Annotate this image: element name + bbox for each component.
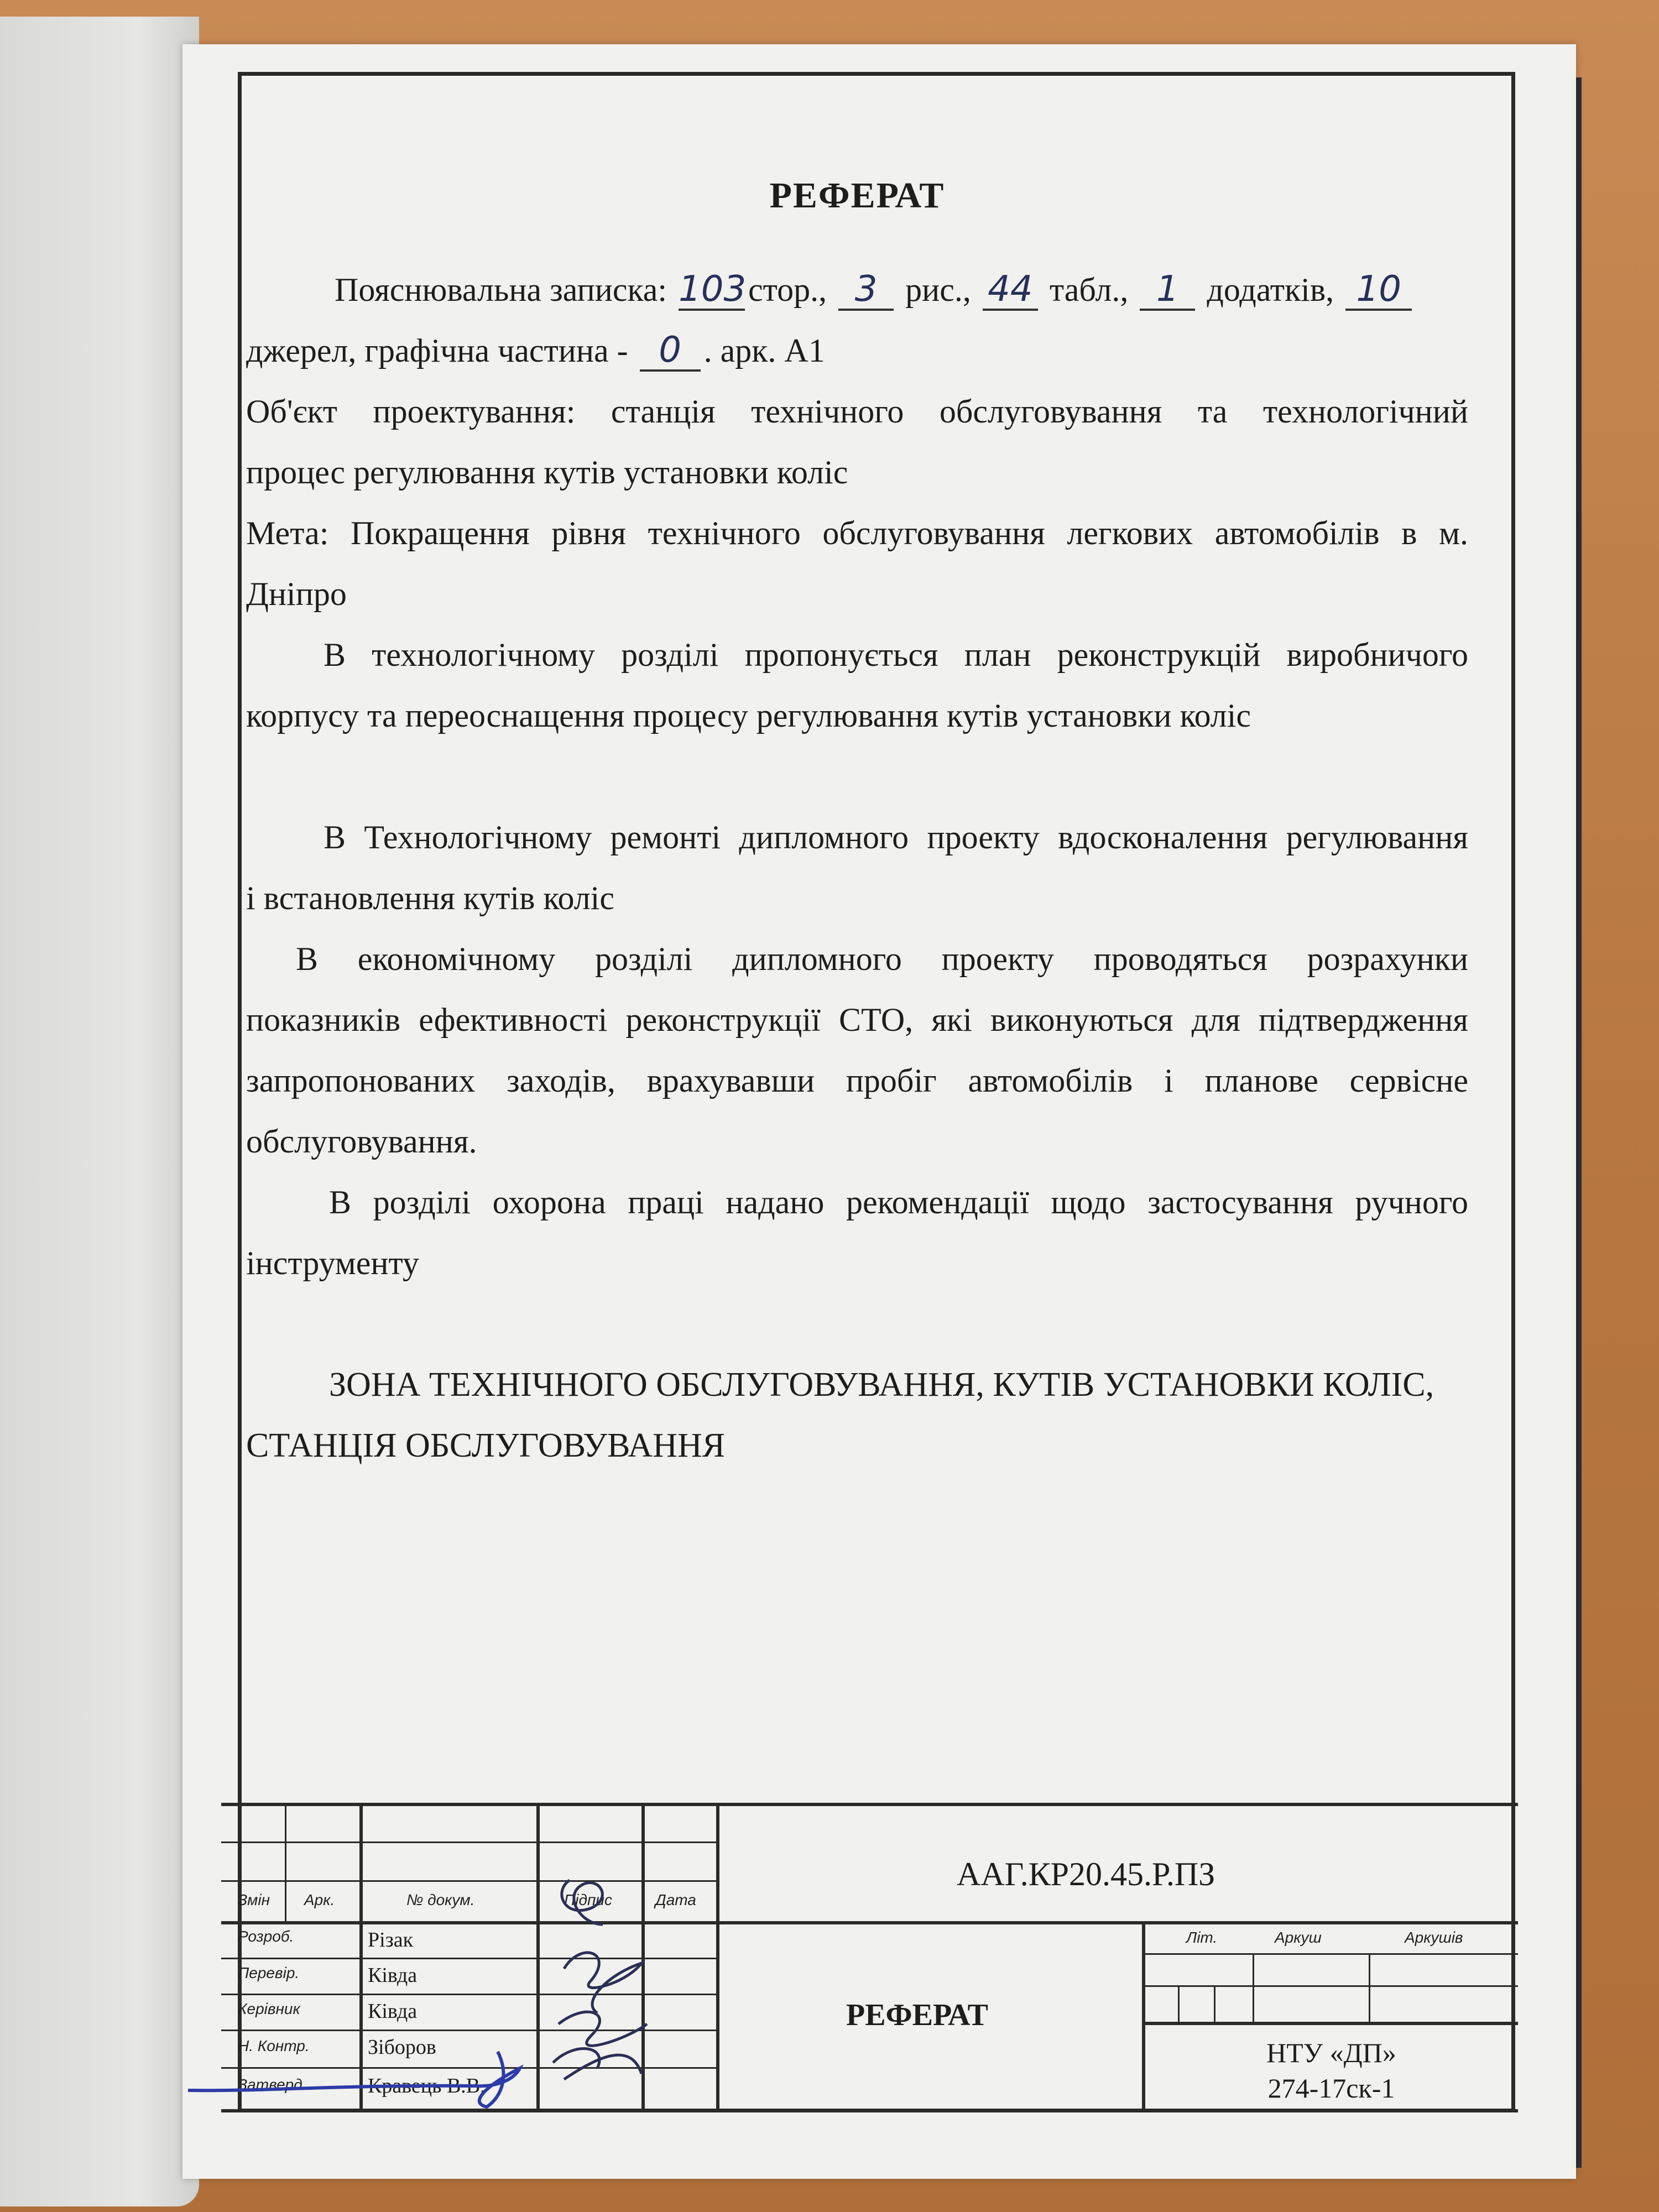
approver-signature (188, 2046, 531, 2112)
sheets-unit: . арк. А1 (703, 332, 825, 369)
header-signature: Підпис (564, 1891, 612, 1908)
header-doc-no: № докум. (406, 1891, 475, 1908)
stamp-col-line (1253, 1953, 1254, 2022)
safety-line-2: інструменту (246, 1245, 419, 1281)
sheets-count: 0 (640, 331, 701, 372)
tables-count: 44 (983, 270, 1038, 311)
stamp-row-line (1142, 1985, 1518, 1987)
stamp-col-line (1178, 1985, 1180, 2022)
figures-count: 3 (838, 270, 894, 311)
role-checker: Перевір. (238, 1964, 300, 1981)
handwritten-signatures (531, 1858, 675, 2101)
summary-line-1 (246, 260, 1468, 320)
econ-line-3: запропонованих заходів, врахувавши пробіг автомобілів і планове сервісне (246, 1062, 1468, 1099)
summary-line-2 (246, 321, 1468, 380)
name-checker: Ківда (368, 1964, 418, 1987)
left-page-edge (0, 17, 199, 2206)
repair-line-1: В Технологічному ремонті дипломного проекту вдосконалення регулювання (324, 819, 1468, 855)
object-line-2: процес регулювання кутів установки коліс (246, 454, 848, 491)
stamp-row-line (1142, 1953, 1518, 1955)
stamp-col-line (285, 1803, 286, 1921)
role-approver: Затверд. (238, 2076, 307, 2093)
stamp-row-line (1142, 2022, 1518, 2025)
object-line-1: Об'єкт проектування: станція технічного обслуговування та технологічний (246, 393, 1468, 430)
figures-unit: рис., (905, 272, 971, 308)
pages-count: 103 (679, 269, 747, 310)
goal-line-2: Дніпро (246, 576, 347, 612)
header-arkushiv: Аркушів (1405, 1929, 1463, 1946)
stamp-title: РЕФЕРАТ (846, 1998, 988, 2032)
header-lit: Літ. (1186, 1929, 1218, 1946)
pages-unit: стор., (748, 272, 827, 308)
sources-count: 10 (1345, 270, 1412, 311)
tech-line-1: В технологічному розділі пропонується план реконструкцій виробничого (324, 637, 1468, 673)
safety-line-1: В розділі охорона праці надано рекомендації щодо застосування ручного (329, 1184, 1468, 1220)
name-norm-control: Зіборов (368, 2036, 436, 2059)
econ-line-2: показників ефективності реконструкції СТО, які виконуються для підтвердження (246, 1001, 1468, 1038)
stamp-col-line (1369, 1953, 1370, 2022)
org-line-2: 274-17ск-1 (1267, 2073, 1395, 2104)
stamp-col-line (1214, 1985, 1215, 2022)
page-title: РЕФЕРАТ (769, 175, 945, 216)
keywords-line-1: ЗОНА ТЕХНІЧНОГО ОБСЛУГОВУВАННЯ, КУТІВ УСТАНОВКИ КОЛІС, (329, 1366, 1434, 1404)
appendices-unit: додатків, (1207, 272, 1334, 308)
name-supervisor: Ківда (368, 2000, 418, 2023)
title-block (221, 1803, 1518, 2112)
name-developer: Різак (368, 1928, 414, 1952)
sources-unit: джерел, графічна частина - (246, 332, 628, 369)
role-norm-control: Н. Контр. (238, 2037, 310, 2054)
appendices-count: 1 (1140, 270, 1195, 311)
goal-line-1: Мета: Покращення рівня технічного обслуговування легкових автомобілів в м. (246, 515, 1468, 551)
stamp-col-line (716, 1803, 719, 2109)
keywords-line-2: СТАНЦІЯ ОБСЛУГОВУВАННЯ (246, 1427, 726, 1464)
summary-lead: Пояснювальна записка: (335, 272, 667, 308)
repair-line-2: і встановлення кутів коліс (246, 880, 614, 916)
name-approver: Кравець В.В. (368, 2074, 486, 2098)
header-sheet: Арк. (304, 1891, 335, 1908)
header-arkush: Аркуш (1275, 1929, 1322, 1946)
tech-line-2: корпусу та переоснащення процесу регулювання кутів установки коліс (246, 697, 1251, 734)
econ-line-1: В економічному розділі дипломного проекту проводяться розрахунки (296, 941, 1468, 977)
document-code: ААГ.КР20.45.Р.ПЗ (957, 1856, 1215, 1892)
role-supervisor: Керівник (238, 2000, 300, 2017)
header-date: Дата (655, 1891, 696, 1908)
role-developer: Розроб. (238, 1928, 294, 1945)
stamp-top-border (221, 1803, 1518, 1806)
organization (1145, 2035, 1518, 2106)
org-line-1: НТУ «ДП» (1266, 2037, 1396, 2068)
econ-line-4: обслуговування. (246, 1123, 477, 1160)
stamp-mid-border (221, 1921, 1518, 1924)
header-change: Змін (238, 1891, 270, 1908)
tables-unit: табл., (1049, 272, 1129, 308)
